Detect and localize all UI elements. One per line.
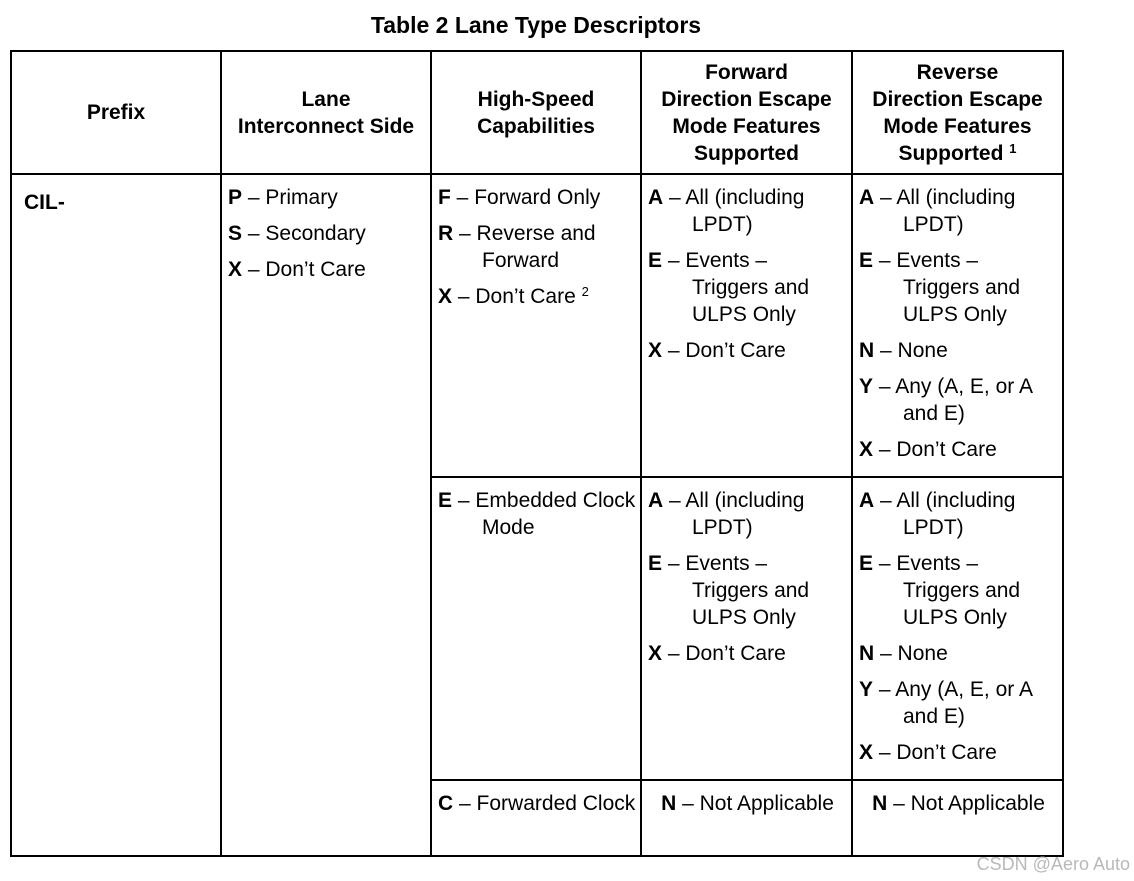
hs-cell bbox=[431, 477, 641, 780]
entry-text: Events – Triggers and ULPS Only bbox=[896, 249, 1021, 326]
entry-text: Primary bbox=[265, 186, 338, 209]
hs-cell bbox=[431, 780, 641, 856]
entry-code: X bbox=[648, 339, 663, 362]
entry-text: None bbox=[897, 642, 948, 665]
list-item bbox=[859, 247, 1058, 328]
entry-code: A bbox=[648, 186, 664, 209]
header-reverse-escape-mode: Reverse Direction Escape Mode Features Supported $^1$ bbox=[852, 51, 1063, 174]
entry-text: Don’t Care bbox=[685, 642, 786, 665]
entry-dash: – bbox=[878, 375, 891, 398]
entry-dash: – bbox=[878, 438, 891, 461]
list-item bbox=[648, 184, 847, 238]
lane-type-table bbox=[10, 50, 1064, 857]
footnote-marker: 2 bbox=[581, 284, 589, 299]
entry-text: All (including LPDT) bbox=[685, 186, 805, 236]
entry-text: All (including LPDT) bbox=[896, 186, 1016, 236]
reverse-cell bbox=[852, 174, 1063, 477]
entry-dash: – bbox=[893, 792, 905, 815]
entry-code: E bbox=[648, 249, 663, 272]
reverse-cell bbox=[852, 780, 1063, 856]
entry-text: Don’t Care bbox=[685, 339, 786, 362]
lane-side-cell bbox=[221, 174, 431, 856]
list-item bbox=[228, 220, 426, 247]
entry-code: C bbox=[438, 792, 454, 815]
entry-code: X bbox=[438, 285, 453, 308]
entry-dash: – bbox=[880, 642, 892, 665]
entry-code: N bbox=[859, 339, 875, 362]
entry-dash: – bbox=[669, 489, 681, 512]
table-caption: Table 2 Lane Type Descriptors bbox=[370, 12, 702, 38]
entry-dash: – bbox=[878, 552, 891, 575]
entry-code: E bbox=[648, 552, 663, 575]
list-item bbox=[438, 283, 636, 310]
entry-code: N bbox=[872, 792, 888, 815]
entry-code: F bbox=[438, 186, 451, 209]
entry-text: Reverse and Forward bbox=[476, 222, 596, 272]
entry-dash: – bbox=[459, 222, 471, 245]
header-high-speed-capabilities: High-Speed Capabilities bbox=[431, 51, 641, 174]
list-item bbox=[859, 184, 1058, 238]
entry-dash: – bbox=[878, 741, 891, 764]
entry-text: Any (A, E, or A and E) bbox=[895, 375, 1032, 425]
forward-cell bbox=[641, 477, 852, 780]
forward-cell bbox=[641, 780, 852, 856]
list-item bbox=[438, 790, 636, 817]
entry-dash: – bbox=[682, 792, 694, 815]
list-item bbox=[859, 550, 1058, 631]
entry-code: E bbox=[859, 552, 874, 575]
entry-dash: – bbox=[667, 552, 680, 575]
entry-text: Events – Triggers and ULPS Only bbox=[685, 249, 810, 326]
header-prefix: Prefix bbox=[11, 51, 221, 174]
hs-cell bbox=[431, 174, 641, 477]
entry-code: P bbox=[228, 186, 243, 209]
entry-code: E bbox=[859, 249, 874, 272]
entry-code: A bbox=[648, 489, 664, 512]
footnote-marker: 1 bbox=[1009, 140, 1017, 156]
entry-code: X bbox=[859, 741, 874, 764]
entry-code: X bbox=[859, 438, 874, 461]
entry-text: Don’t Care bbox=[475, 285, 576, 308]
list-item bbox=[648, 337, 847, 364]
entry-code: A bbox=[859, 186, 875, 209]
list-item bbox=[859, 640, 1058, 667]
entry-dash: – bbox=[456, 186, 469, 209]
entry-text: Embedded Clock Mode bbox=[475, 489, 636, 539]
entry-text: Secondary bbox=[265, 222, 366, 245]
entry-dash: – bbox=[247, 258, 260, 281]
entry-text: Don’t Care bbox=[896, 741, 997, 764]
list-item bbox=[228, 184, 426, 211]
entry-dash: – bbox=[247, 222, 260, 245]
entry-dash: – bbox=[878, 249, 891, 272]
list-item bbox=[859, 487, 1058, 541]
entry-text: All (including LPDT) bbox=[896, 489, 1016, 539]
list-item bbox=[859, 676, 1058, 730]
list-item bbox=[438, 220, 636, 274]
table-row bbox=[11, 174, 1063, 477]
list-item bbox=[859, 436, 1058, 463]
entry-dash: – bbox=[667, 249, 680, 272]
entry-dash: – bbox=[880, 339, 892, 362]
entry-code: S bbox=[228, 222, 243, 245]
entry-text: Any (A, E, or A and E) bbox=[895, 678, 1032, 728]
reverse-cell bbox=[852, 477, 1063, 780]
entry-dash: – bbox=[457, 285, 470, 308]
entry-text: Forwarded Clock bbox=[476, 792, 636, 815]
entry-code: X bbox=[648, 642, 663, 665]
list-item bbox=[859, 373, 1058, 427]
watermark: CSDN @Aero Auto bbox=[976, 854, 1130, 874]
entry-dash: – bbox=[667, 339, 680, 362]
entry-code: N bbox=[859, 642, 875, 665]
entry-text: Events – Triggers and ULPS Only bbox=[685, 552, 810, 629]
entry-text: None bbox=[897, 339, 948, 362]
entry-text: Forward Only bbox=[474, 186, 601, 209]
forward-cell bbox=[641, 174, 852, 477]
list-item bbox=[859, 739, 1058, 766]
list-item bbox=[859, 790, 1058, 817]
entry-text: Not Applicable bbox=[910, 792, 1045, 815]
prefix-cell: CIL- bbox=[11, 174, 221, 856]
entry-code: N bbox=[661, 792, 677, 815]
entry-code: Y bbox=[859, 678, 874, 701]
entry-dash: – bbox=[457, 489, 470, 512]
entry-code: Y bbox=[859, 375, 874, 398]
entry-text: Events – Triggers and ULPS Only bbox=[896, 552, 1021, 629]
list-item bbox=[438, 487, 636, 541]
entry-code: R bbox=[438, 222, 454, 245]
entry-dash: – bbox=[880, 186, 892, 209]
list-item bbox=[228, 256, 426, 283]
entry-code: A bbox=[859, 489, 875, 512]
entry-dash: – bbox=[669, 186, 681, 209]
entry-text: Don’t Care bbox=[896, 438, 997, 461]
list-item bbox=[438, 184, 636, 211]
list-item bbox=[859, 337, 1058, 364]
entry-dash: – bbox=[667, 642, 680, 665]
entry-text: Don’t Care bbox=[265, 258, 366, 281]
entry-dash: – bbox=[247, 186, 260, 209]
entry-text: Not Applicable bbox=[699, 792, 834, 815]
header-row bbox=[11, 51, 1063, 174]
list-item bbox=[648, 247, 847, 328]
entry-dash: – bbox=[880, 489, 892, 512]
list-item bbox=[648, 487, 847, 541]
entry-text: All (including LPDT) bbox=[685, 489, 805, 539]
list-item bbox=[648, 550, 847, 631]
list-item bbox=[648, 640, 847, 667]
header-forward-escape-mode: Forward Direction Escape Mode Features Supported bbox=[641, 51, 852, 174]
header-lane-interconnect-side: Lane Interconnect Side bbox=[221, 51, 431, 174]
entry-code: E bbox=[438, 489, 453, 512]
entry-dash: – bbox=[878, 678, 891, 701]
entry-dash: – bbox=[459, 792, 471, 815]
entry-code: X bbox=[228, 258, 243, 281]
list-item bbox=[648, 790, 847, 817]
